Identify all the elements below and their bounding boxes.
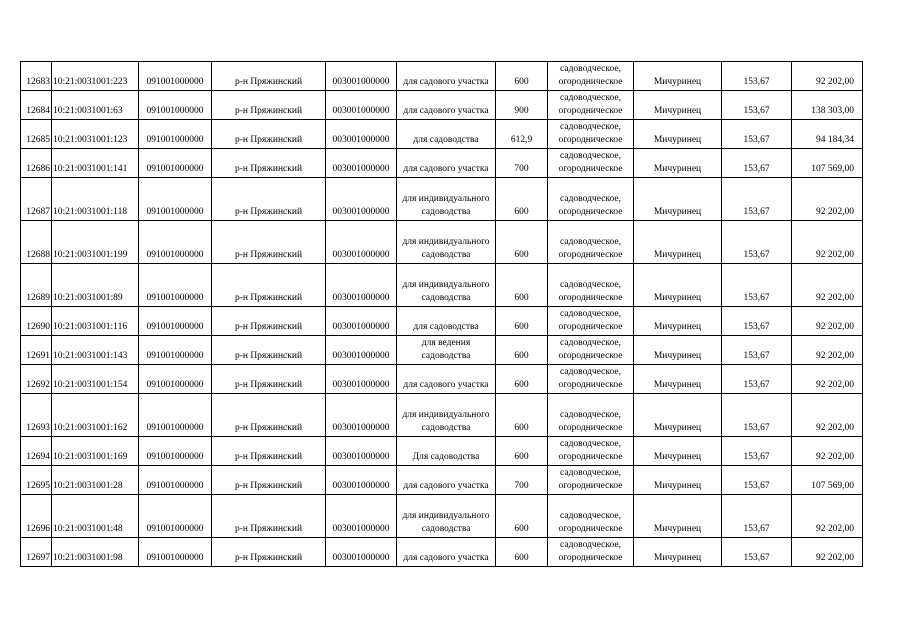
- permitted-use: для садового участка: [397, 365, 496, 394]
- land-category: садоводческое, огородническое: [548, 221, 634, 264]
- cadastral-number: 10:21:0031001:89: [52, 264, 139, 307]
- table-row: [21, 62, 863, 91]
- area-value: 700: [496, 466, 548, 495]
- permitted-use: для садового участка: [397, 62, 496, 91]
- area-value: 900: [496, 91, 548, 120]
- cadastral-value: 92 202,00: [792, 437, 863, 466]
- district-name: р-н Пряжинский: [212, 91, 326, 120]
- permitted-use: для индивидуального садоводства: [397, 264, 496, 307]
- territory-code: 091001000000: [139, 538, 212, 567]
- cadastral-number: 10:21:0031001:118: [52, 178, 139, 221]
- table-body: [21, 62, 863, 567]
- permitted-use: для садового участка: [397, 538, 496, 567]
- settlement-code: 003001000000: [326, 120, 397, 149]
- permitted-use: для ведения садоводства: [397, 336, 496, 365]
- specific-value: 153,67: [722, 149, 792, 178]
- district-name: р-н Пряжинский: [212, 307, 326, 336]
- specific-value: 153,67: [722, 62, 792, 91]
- row-number: 12688: [21, 221, 52, 264]
- organization-name: Мичуринец: [634, 307, 722, 336]
- cadastral-number: 10:21:0031001:162: [52, 394, 139, 437]
- cadastral-value: 92 202,00: [792, 62, 863, 91]
- district-name: р-н Пряжинский: [212, 365, 326, 394]
- cadastral-value-table: [20, 61, 863, 567]
- permitted-use: для индивидуального садоводства: [397, 221, 496, 264]
- row-number: 12696: [21, 495, 52, 538]
- territory-code: 091001000000: [139, 394, 212, 437]
- land-category: садоводческое, огородническое: [548, 466, 634, 495]
- cadastral-value: 92 202,00: [792, 307, 863, 336]
- settlement-code: 003001000000: [326, 91, 397, 120]
- district-name: р-н Пряжинский: [212, 221, 326, 264]
- permitted-use: для индивидуального садоводства: [397, 394, 496, 437]
- organization-name: Мичуринец: [634, 466, 722, 495]
- district-name: р-н Пряжинский: [212, 178, 326, 221]
- land-category: садоводческое, огородническое: [548, 336, 634, 365]
- territory-code: 091001000000: [139, 62, 212, 91]
- cadastral-value: 92 202,00: [792, 178, 863, 221]
- district-name: р-н Пряжинский: [212, 120, 326, 149]
- organization-name: Мичуринец: [634, 365, 722, 394]
- organization-name: Мичуринец: [634, 178, 722, 221]
- organization-name: Мичуринец: [634, 91, 722, 120]
- table-row: [21, 91, 863, 120]
- organization-name: Мичуринец: [634, 120, 722, 149]
- permitted-use: для садового участка: [397, 149, 496, 178]
- territory-code: 091001000000: [139, 264, 212, 307]
- specific-value: 153,67: [722, 466, 792, 495]
- cadastral-number: 10:21:0031001:28: [52, 466, 139, 495]
- organization-name: Мичуринец: [634, 437, 722, 466]
- territory-code: 091001000000: [139, 221, 212, 264]
- cadastral-value: 92 202,00: [792, 538, 863, 567]
- settlement-code: 003001000000: [326, 538, 397, 567]
- specific-value: 153,67: [722, 264, 792, 307]
- permitted-use: для садового участка: [397, 91, 496, 120]
- organization-name: Мичуринец: [634, 538, 722, 567]
- organization-name: Мичуринец: [634, 264, 722, 307]
- area-value: 600: [496, 62, 548, 91]
- settlement-code: 003001000000: [326, 336, 397, 365]
- organization-name: Мичуринец: [634, 221, 722, 264]
- permitted-use: для садоводства: [397, 120, 496, 149]
- table-row: [21, 178, 863, 221]
- district-name: р-н Пряжинский: [212, 336, 326, 365]
- row-number: 12689: [21, 264, 52, 307]
- row-number: 12686: [21, 149, 52, 178]
- row-number: 12687: [21, 178, 52, 221]
- table-row: [21, 264, 863, 307]
- cadastral-value: 92 202,00: [792, 221, 863, 264]
- specific-value: 153,67: [722, 365, 792, 394]
- district-name: р-н Пряжинский: [212, 394, 326, 437]
- area-value: 700: [496, 149, 548, 178]
- land-category: садоводческое, огородническое: [548, 120, 634, 149]
- area-value: 600: [496, 178, 548, 221]
- settlement-code: 003001000000: [326, 437, 397, 466]
- row-number: 12691: [21, 336, 52, 365]
- territory-code: 091001000000: [139, 149, 212, 178]
- area-value: 600: [496, 495, 548, 538]
- cadastral-value: 138 303,00: [792, 91, 863, 120]
- specific-value: 153,67: [722, 538, 792, 567]
- specific-value: 153,67: [722, 91, 792, 120]
- cadastral-number: 10:21:0031001:223: [52, 62, 139, 91]
- land-category: садоводческое, огородническое: [548, 394, 634, 437]
- row-number: 12694: [21, 437, 52, 466]
- table-row: [21, 221, 863, 264]
- row-number: 12690: [21, 307, 52, 336]
- cadastral-number: 10:21:0031001:123: [52, 120, 139, 149]
- specific-value: 153,67: [722, 495, 792, 538]
- organization-name: Мичуринец: [634, 394, 722, 437]
- table-row: [21, 120, 863, 149]
- cadastral-number: 10:21:0031001:48: [52, 495, 139, 538]
- land-category: садоводческое, огородническое: [548, 495, 634, 538]
- settlement-code: 003001000000: [326, 365, 397, 394]
- settlement-code: 003001000000: [326, 495, 397, 538]
- district-name: р-н Пряжинский: [212, 495, 326, 538]
- organization-name: Мичуринец: [634, 62, 722, 91]
- row-number: 12683: [21, 62, 52, 91]
- land-category: садоводческое, огородническое: [548, 91, 634, 120]
- district-name: р-н Пряжинский: [212, 437, 326, 466]
- cadastral-value: 107 569,00: [792, 149, 863, 178]
- land-category: садоводческое, огородническое: [548, 538, 634, 567]
- table-row: [21, 437, 863, 466]
- area-value: 600: [496, 264, 548, 307]
- cadastral-value: 92 202,00: [792, 336, 863, 365]
- territory-code: 091001000000: [139, 120, 212, 149]
- area-value: 600: [496, 307, 548, 336]
- cadastral-number: 10:21:0031001:199: [52, 221, 139, 264]
- district-name: р-н Пряжинский: [212, 149, 326, 178]
- cadastral-value: 92 202,00: [792, 495, 863, 538]
- land-category: садоводческое, огородническое: [548, 62, 634, 91]
- permitted-use: для индивидуального садоводства: [397, 178, 496, 221]
- territory-code: 091001000000: [139, 437, 212, 466]
- specific-value: 153,67: [722, 221, 792, 264]
- area-value: 600: [496, 437, 548, 466]
- table-row: [21, 336, 863, 365]
- land-category: садоводческое, огородническое: [548, 264, 634, 307]
- territory-code: 091001000000: [139, 495, 212, 538]
- settlement-code: 003001000000: [326, 62, 397, 91]
- specific-value: 153,67: [722, 437, 792, 466]
- cadastral-value: 92 202,00: [792, 365, 863, 394]
- settlement-code: 003001000000: [326, 466, 397, 495]
- territory-code: 091001000000: [139, 178, 212, 221]
- territory-code: 091001000000: [139, 365, 212, 394]
- organization-name: Мичуринец: [634, 149, 722, 178]
- specific-value: 153,67: [722, 120, 792, 149]
- territory-code: 091001000000: [139, 466, 212, 495]
- settlement-code: 003001000000: [326, 394, 397, 437]
- district-name: р-н Пряжинский: [212, 538, 326, 567]
- area-value: 600: [496, 336, 548, 365]
- area-value: 600: [496, 394, 548, 437]
- land-category: садоводческое, огородническое: [548, 307, 634, 336]
- territory-code: 091001000000: [139, 91, 212, 120]
- area-value: 600: [496, 365, 548, 394]
- table-row: [21, 495, 863, 538]
- row-number: 12697: [21, 538, 52, 567]
- district-name: р-н Пряжинский: [212, 264, 326, 307]
- table-row: [21, 394, 863, 437]
- cadastral-number: 10:21:0031001:143: [52, 336, 139, 365]
- territory-code: 091001000000: [139, 336, 212, 365]
- specific-value: 153,67: [722, 307, 792, 336]
- organization-name: Мичуринец: [634, 336, 722, 365]
- cadastral-number: 10:21:0031001:98: [52, 538, 139, 567]
- territory-code: 091001000000: [139, 307, 212, 336]
- cadastral-number: 10:21:0031001:63: [52, 91, 139, 120]
- specific-value: 153,67: [722, 336, 792, 365]
- row-number: 12685: [21, 120, 52, 149]
- row-number: 12693: [21, 394, 52, 437]
- district-name: р-н Пряжинский: [212, 466, 326, 495]
- land-category: садоводческое, огородническое: [548, 437, 634, 466]
- area-value: 600: [496, 221, 548, 264]
- settlement-code: 003001000000: [326, 178, 397, 221]
- settlement-code: 003001000000: [326, 307, 397, 336]
- table-row: [21, 365, 863, 394]
- table-row: [21, 149, 863, 178]
- row-number: 12695: [21, 466, 52, 495]
- cadastral-number: 10:21:0031001:154: [52, 365, 139, 394]
- permitted-use: Для садоводства: [397, 437, 496, 466]
- district-name: р-н Пряжинский: [212, 62, 326, 91]
- cadastral-number: 10:21:0031001:116: [52, 307, 139, 336]
- row-number: 12684: [21, 91, 52, 120]
- table-row: [21, 307, 863, 336]
- permitted-use: для индивидуального садоводства: [397, 495, 496, 538]
- cadastral-value: 92 202,00: [792, 264, 863, 307]
- specific-value: 153,67: [722, 394, 792, 437]
- land-category: садоводческое, огородническое: [548, 178, 634, 221]
- land-category: садоводческое, огородническое: [548, 149, 634, 178]
- permitted-use: для садоводства: [397, 307, 496, 336]
- row-number: 12692: [21, 365, 52, 394]
- cadastral-value: 107 569,00: [792, 466, 863, 495]
- settlement-code: 003001000000: [326, 221, 397, 264]
- table-row: [21, 466, 863, 495]
- organization-name: Мичуринец: [634, 495, 722, 538]
- area-value: 612,9: [496, 120, 548, 149]
- document-page: [20, 61, 863, 567]
- area-value: 600: [496, 538, 548, 567]
- settlement-code: 003001000000: [326, 149, 397, 178]
- cadastral-value: 94 184,34: [792, 120, 863, 149]
- settlement-code: 003001000000: [326, 264, 397, 307]
- land-category: садоводческое, огородническое: [548, 365, 634, 394]
- cadastral-number: 10:21:0031001:141: [52, 149, 139, 178]
- specific-value: 153,67: [722, 178, 792, 221]
- permitted-use: для садового участка: [397, 466, 496, 495]
- cadastral-value: 92 202,00: [792, 394, 863, 437]
- cadastral-number: 10:21:0031001:169: [52, 437, 139, 466]
- table-row: [21, 538, 863, 567]
